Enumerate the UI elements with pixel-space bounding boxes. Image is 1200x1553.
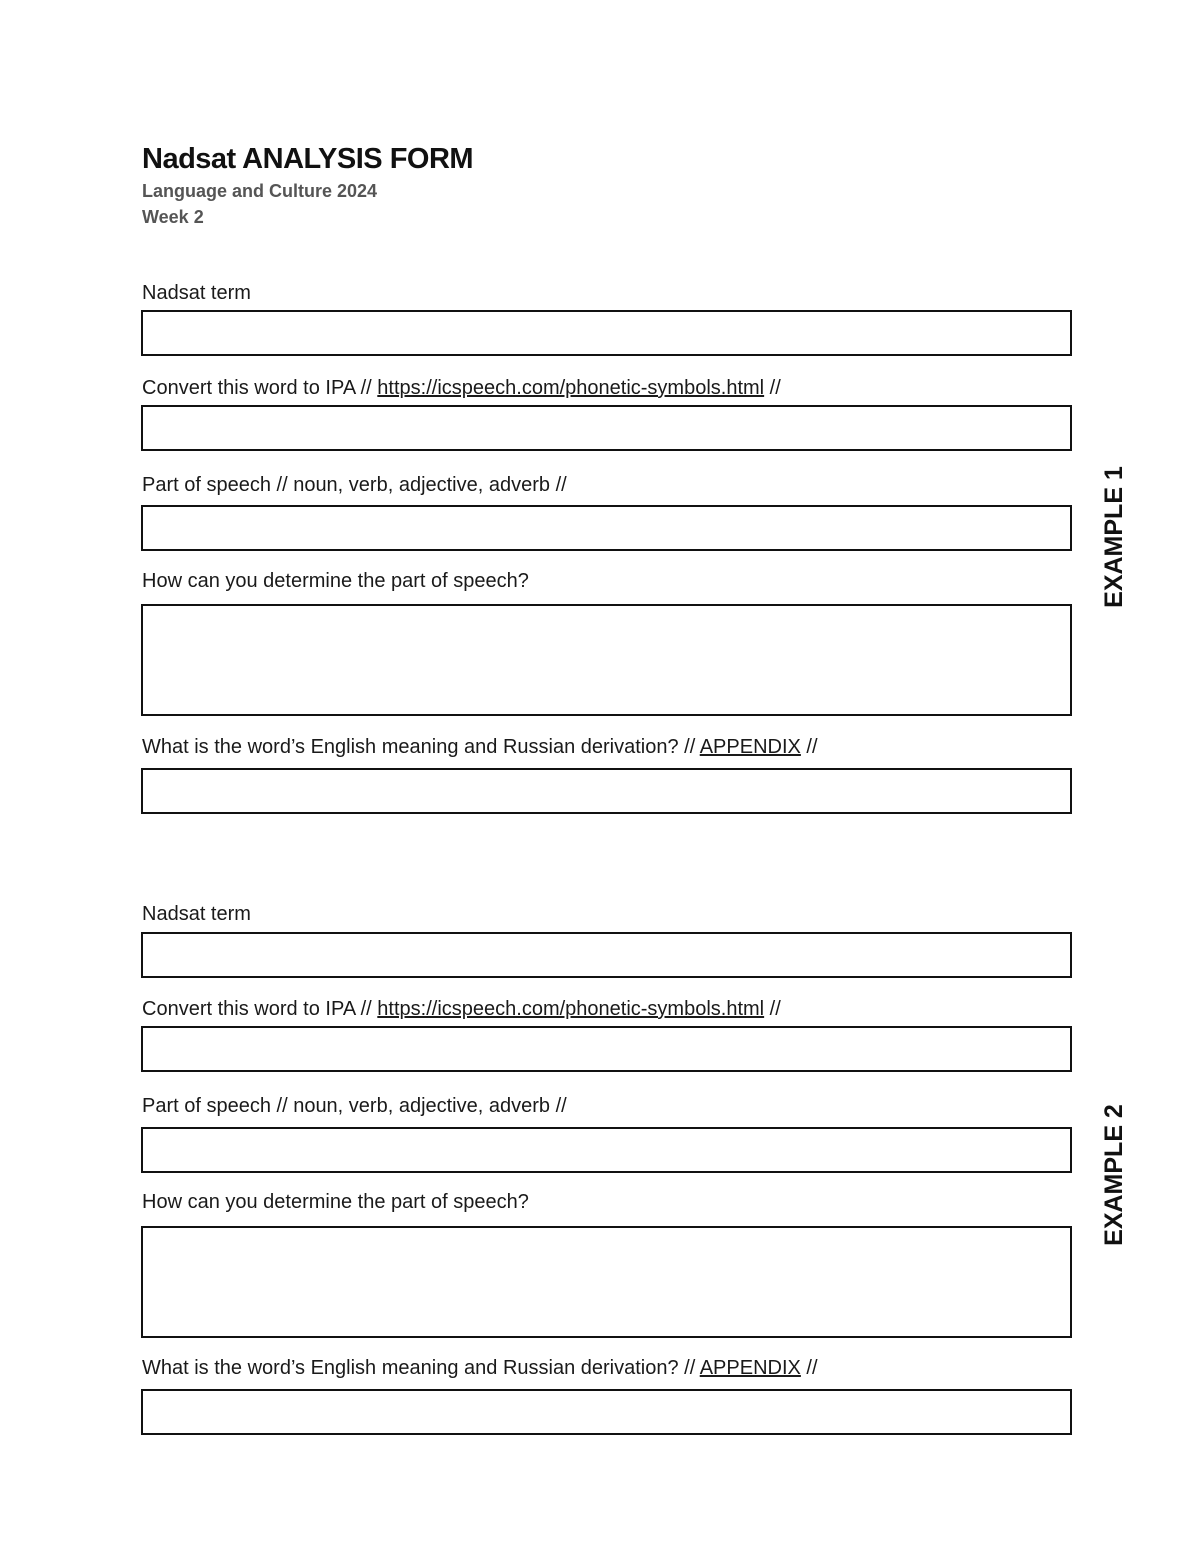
week-subtitle: Week 2 <box>142 207 204 227</box>
pos-field[interactable] <box>141 505 1072 551</box>
term-field[interactable] <box>141 932 1072 978</box>
pos-label: Part of speech // noun, verb, adjective, adverb // <box>142 1095 567 1117</box>
how-field[interactable] <box>141 604 1072 716</box>
ipa-label-text: Convert this word to IPA // <box>142 998 378 1020</box>
ipa-link[interactable]: https://icspeech.com/phonetic-symbols.html <box>377 998 765 1020</box>
pos-label: Part of speech // noun, verb, adjective, adverb // <box>142 474 567 496</box>
ipa-label-suffix: // <box>764 998 781 1020</box>
meaning-label <box>142 1356 818 1380</box>
meaning-label-suffix: // <box>800 736 818 758</box>
pos-field[interactable] <box>141 1127 1072 1173</box>
ipa-label <box>142 376 781 400</box>
ipa-label-text: Convert this word to IPA // <box>142 377 378 399</box>
ipa-field[interactable] <box>141 405 1072 451</box>
ipa-label-suffix: // <box>764 377 781 399</box>
meaning-label <box>142 735 818 759</box>
how-label: How can you determine the part of speech? <box>142 570 529 592</box>
how-label: How can you determine the part of speech? <box>142 1191 529 1213</box>
ipa-label <box>142 997 781 1021</box>
meaning-field[interactable] <box>141 1389 1072 1435</box>
course-subtitle: Language and Culture 2024 <box>142 181 378 201</box>
meaning-label-text: What is the word’s English meaning and Russian derivation? // <box>142 736 700 758</box>
term-field[interactable] <box>141 310 1072 356</box>
example-2-tag: EXAMPLE 2 <box>1100 1104 1128 1246</box>
how-field[interactable] <box>141 1226 1072 1338</box>
form-title: Nadsat ANALYSIS FORM <box>142 143 474 175</box>
appendix-link[interactable]: APPENDIX <box>699 736 801 758</box>
term-label: Nadsat term <box>142 903 251 925</box>
ipa-link[interactable]: https://icspeech.com/phonetic-symbols.html <box>377 377 765 399</box>
appendix-link[interactable]: APPENDIX <box>699 1357 801 1379</box>
ipa-field[interactable] <box>141 1026 1072 1072</box>
meaning-label-text: What is the word’s English meaning and Russian derivation? // <box>142 1357 700 1379</box>
meaning-label-suffix: // <box>800 1357 818 1379</box>
term-label: Nadsat term <box>142 282 251 304</box>
example-1-tag: EXAMPLE 1 <box>1100 466 1128 608</box>
meaning-field[interactable] <box>141 768 1072 814</box>
